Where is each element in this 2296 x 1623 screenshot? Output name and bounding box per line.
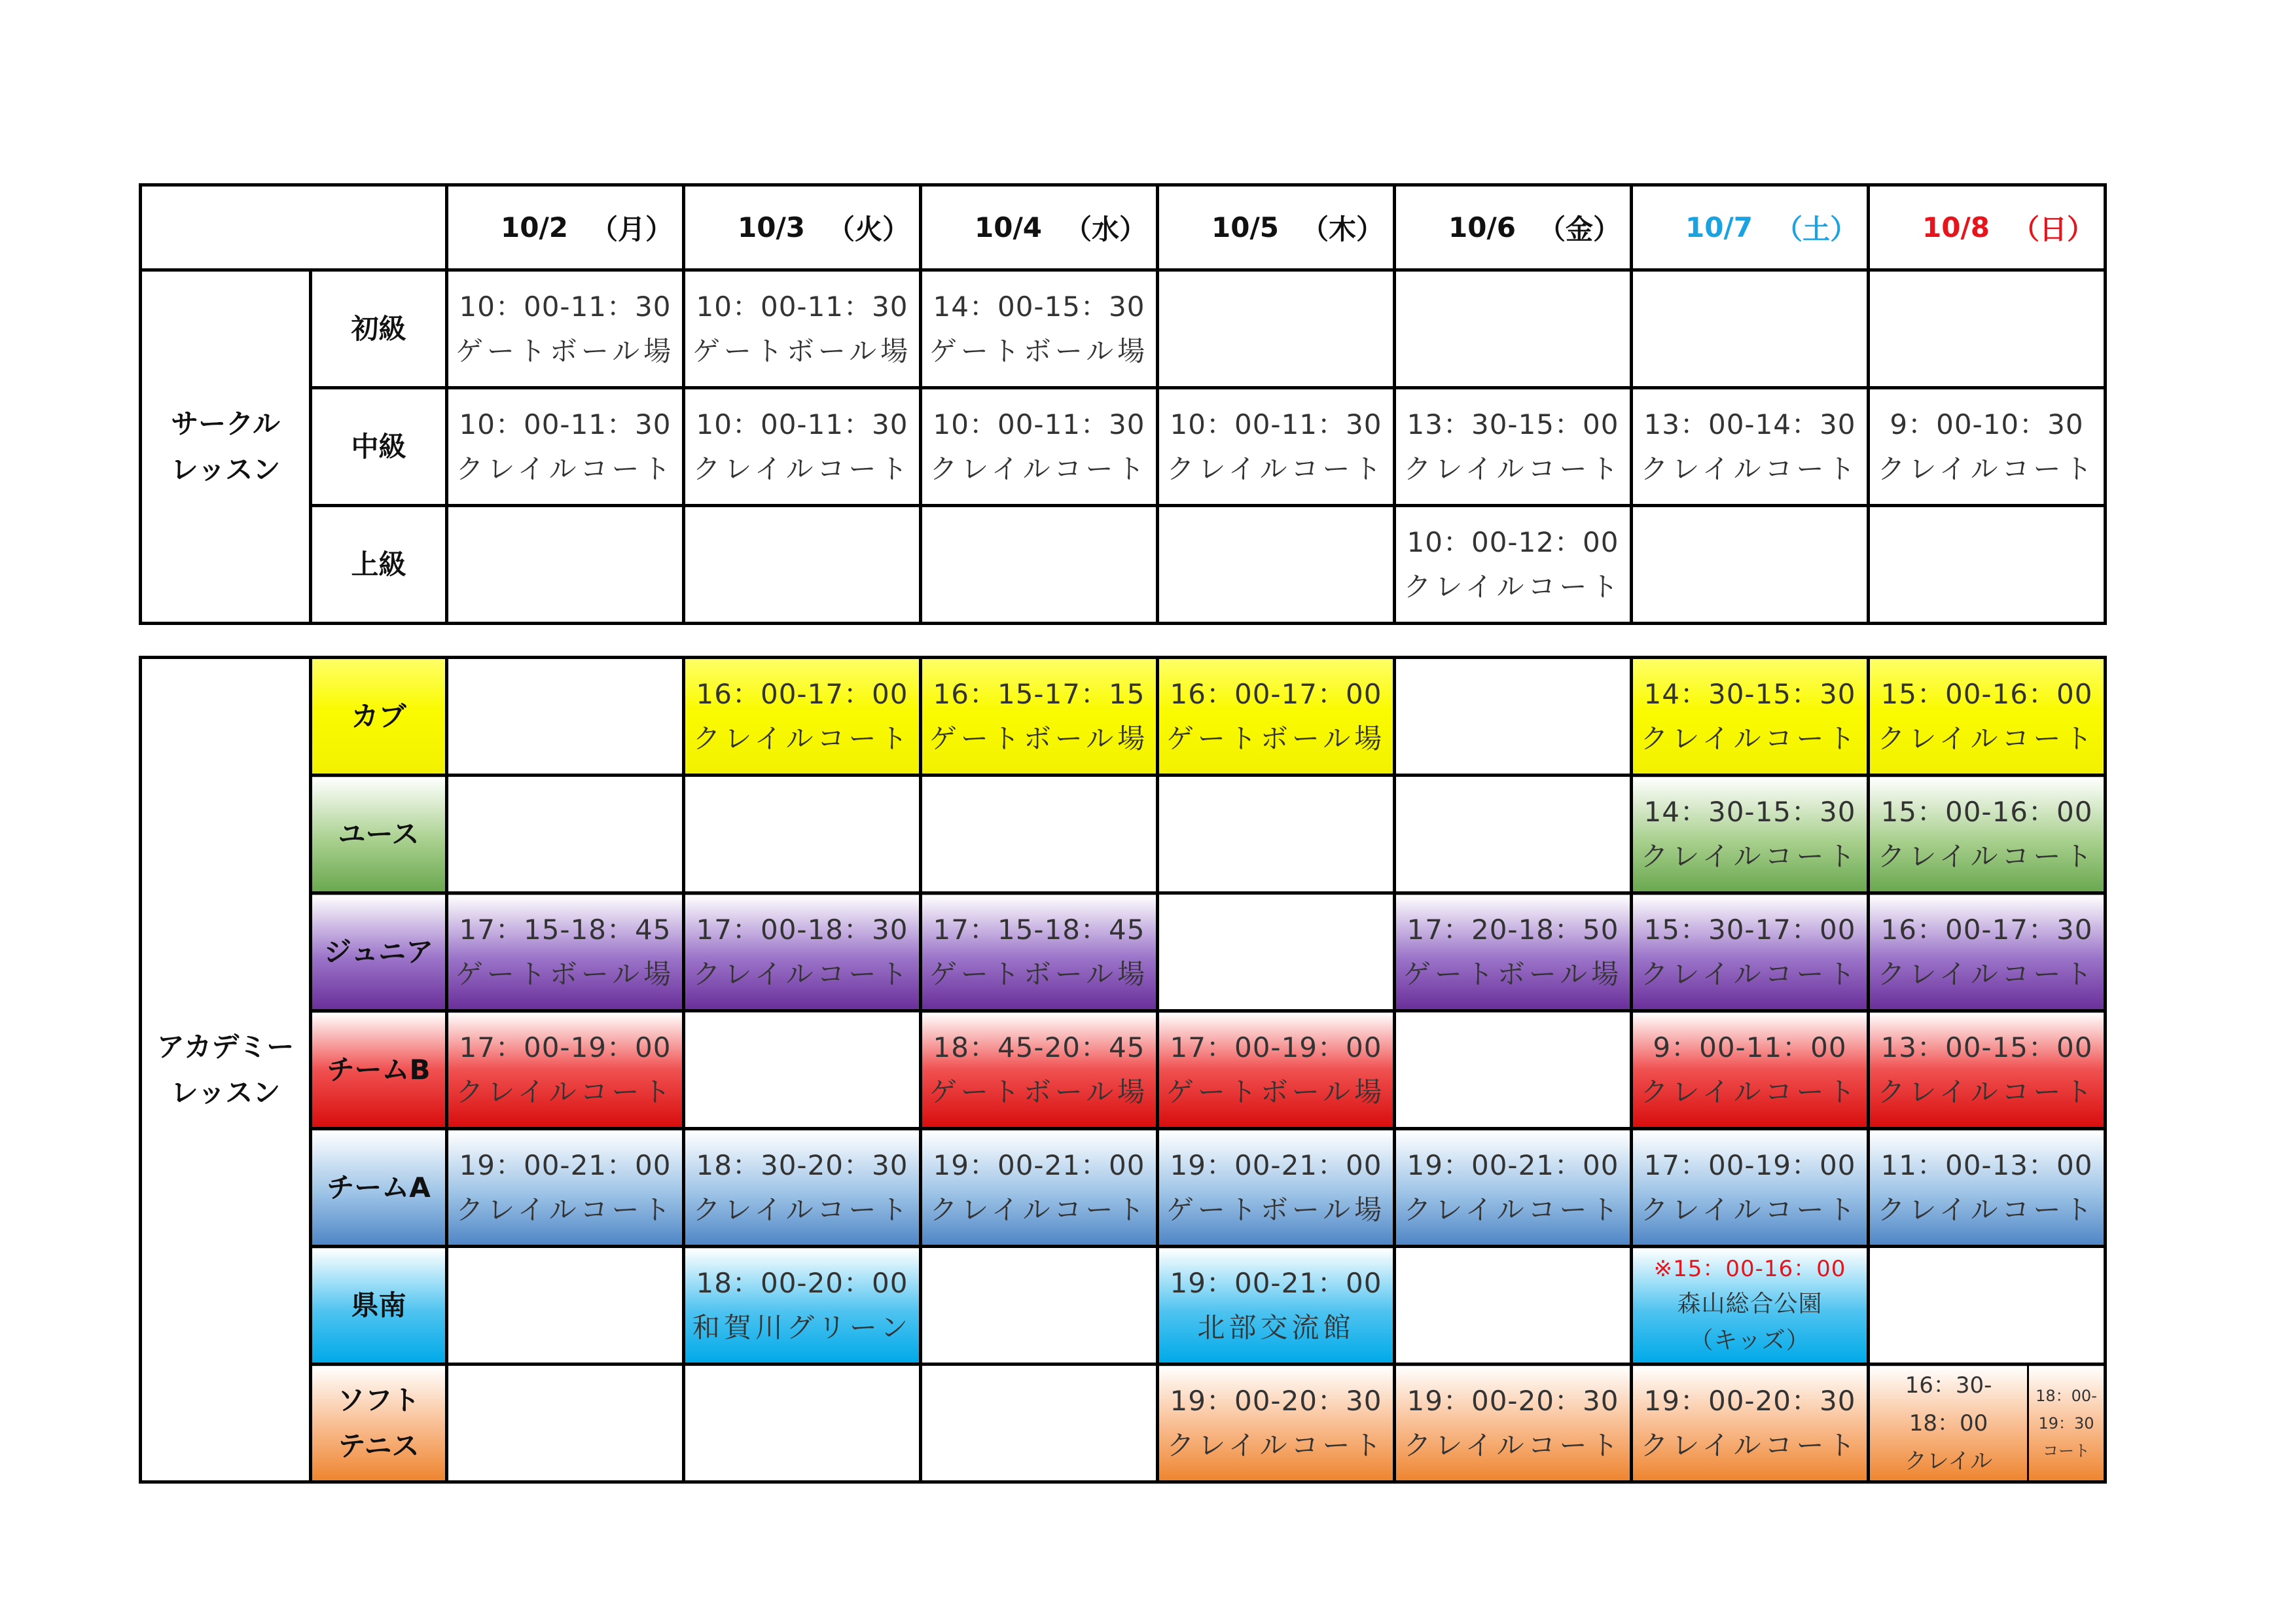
time-range: 19：00-20：30 <box>1643 1384 1856 1417</box>
schedule-cell-empty <box>1395 1247 1632 1364</box>
date-label: 10/3 <box>738 211 806 243</box>
schedule-cell <box>1632 776 1869 893</box>
class-cub: カブ <box>311 658 447 776</box>
class-soft-tennis <box>311 1364 447 1482</box>
time-range: 10：00-11：30 <box>459 408 672 440</box>
table-row <box>141 1011 2106 1129</box>
venue: ゲートボール場 <box>1166 1075 1386 1108</box>
schedule-cell-empty <box>1869 270 2106 388</box>
time-range: 13：00-14：30 <box>1643 408 1856 440</box>
schedule-cell <box>1395 388 1632 506</box>
group-label-line: サークル <box>171 407 280 440</box>
time-range: 19：00-20：30 <box>1407 1384 1619 1417</box>
weekday-label: （土） <box>1774 213 1857 245</box>
venue: クレイルコート <box>692 1193 912 1226</box>
academy-lesson-table <box>139 656 2107 1484</box>
schedule-cell-empty <box>1158 506 1395 624</box>
table-row <box>141 1247 2106 1364</box>
schedule-cell <box>1869 1129 2106 1247</box>
split-left <box>1870 1366 2027 1480</box>
venue: コート <box>2043 1441 2090 1460</box>
venue: クレイルコート <box>1640 722 1859 755</box>
venue: ゲートボール場 <box>929 334 1149 367</box>
venue: 北部交流館 <box>1197 1311 1355 1344</box>
time-range: 16：00-17：30 <box>1880 913 2093 946</box>
table-row <box>141 776 2106 893</box>
circle-lesson-group-label <box>141 270 311 624</box>
venue: クレイルコート <box>1877 722 2096 755</box>
schedule-cell <box>1632 1247 1869 1364</box>
class-youth: ユース <box>311 776 447 893</box>
venue: ゲートボール場 <box>1166 1193 1386 1226</box>
schedule-cell-empty <box>1869 506 2106 624</box>
schedule-cell <box>921 1011 1158 1129</box>
time-start: 18：00- <box>2036 1386 2097 1405</box>
date-label: 10/7 <box>1685 211 1753 243</box>
table-row <box>141 1129 2106 1247</box>
time-range: 10：00-12：00 <box>1407 526 1619 558</box>
schedule-cell-empty <box>1632 506 1869 624</box>
time-range: 15：00-16：00 <box>1880 795 2093 828</box>
class-label-line: テニス <box>338 1429 420 1462</box>
schedule-cell <box>684 1247 921 1364</box>
group-label-line: アカデミー <box>156 1030 295 1063</box>
schedule-cell-empty <box>447 506 684 624</box>
schedule-cell-empty <box>447 1364 684 1482</box>
schedule-cell-empty <box>1158 893 1395 1011</box>
time-range: 14：30-15：30 <box>1643 795 1856 828</box>
venue: クレイルコート <box>1877 840 2096 872</box>
time-range: 15：00-16：00 <box>1880 677 2093 710</box>
time-range: 13：00-15：00 <box>1880 1031 2093 1063</box>
schedule-cell <box>1158 1247 1395 1364</box>
time-range: 10：00-11：30 <box>696 408 908 440</box>
split-right <box>2027 1366 2104 1480</box>
table-row <box>141 388 2106 506</box>
schedule-cell <box>1158 658 1395 776</box>
venue: クレイルコート <box>1640 1075 1859 1108</box>
schedule-cell-empty <box>447 776 684 893</box>
schedule-cell <box>684 658 921 776</box>
schedule-cell-empty <box>1395 776 1632 893</box>
schedule-cell <box>1632 1364 1869 1482</box>
schedule-cell <box>447 388 684 506</box>
weekday-label: （日） <box>2011 213 2094 245</box>
time-end: 18：00 <box>1909 1410 1988 1436</box>
venue: ゲートボール場 <box>455 334 675 367</box>
time-range: 14：00-15：30 <box>933 290 1145 323</box>
venue: クレイルコート <box>1877 957 2096 990</box>
venue: クレイルコート <box>692 957 912 990</box>
class-label-line: ソフト <box>337 1383 420 1416</box>
venue: クレイルコート <box>456 1193 675 1226</box>
table-row <box>141 270 2106 388</box>
time-range: 17：00-18：30 <box>696 913 908 946</box>
schedule-cell <box>447 893 684 1011</box>
time-range: 10：00-11：30 <box>696 290 908 323</box>
schedule-cell <box>1869 1011 2106 1129</box>
venue: クレイルコート <box>1640 1429 1859 1461</box>
time-start: 16：30- <box>1905 1372 1992 1399</box>
time-range: 10：00-11：30 <box>1170 408 1382 440</box>
time-range: 9：00-11：00 <box>1653 1031 1847 1063</box>
header-corner <box>141 185 447 270</box>
time-range: 19：00-20：30 <box>1170 1384 1382 1417</box>
schedule-cell <box>1869 776 2106 893</box>
schedule-cell <box>1632 658 1869 776</box>
schedule-cell-empty <box>447 658 684 776</box>
time-range: 16：00-17：00 <box>1170 677 1382 710</box>
schedule-cell-empty <box>921 776 1158 893</box>
venue: クレイルコート <box>1640 1193 1859 1226</box>
schedule-cell <box>1158 1129 1395 1247</box>
time-range: 17：00-19：00 <box>1170 1031 1382 1063</box>
venue: ゲートボール場 <box>455 957 675 990</box>
split-cell <box>1870 1366 2104 1480</box>
level-intermediate: 中級 <box>311 388 447 506</box>
venue: クレイルコート <box>1877 452 2096 485</box>
date-header-row <box>141 185 2106 270</box>
venue-note: （キッズ） <box>1689 1327 1810 1354</box>
date-label: 10/4 <box>975 211 1043 243</box>
level-advanced: 上級 <box>311 506 447 624</box>
schedule-cell <box>1395 893 1632 1011</box>
schedule-cell <box>1158 388 1395 506</box>
schedule-cell-empty <box>1395 1011 1632 1129</box>
time-range: 19：00-21：00 <box>459 1149 672 1181</box>
venue: ゲートボール場 <box>1166 722 1386 755</box>
schedule-cell <box>1158 1011 1395 1129</box>
weekday-label: （火） <box>827 213 910 245</box>
schedule-cell-empty <box>1395 658 1632 776</box>
time-range: 18：00-20：00 <box>696 1266 908 1299</box>
class-junior: ジュニア <box>311 893 447 1011</box>
schedule-cell <box>684 1129 921 1247</box>
venue: クレイルコート <box>1166 452 1386 485</box>
time-range: 17：15-18：45 <box>459 913 672 946</box>
schedule-cell-empty <box>1158 270 1395 388</box>
schedule-cell-empty <box>1869 1247 2106 1364</box>
schedule-cell <box>1632 1129 1869 1247</box>
venue: クレイルコート <box>692 452 912 485</box>
time-range: 17：00-19：00 <box>459 1031 672 1063</box>
weekday-label: （月） <box>590 213 673 245</box>
schedule-cell-empty <box>1632 270 1869 388</box>
venue: クレイルコート <box>1640 452 1859 485</box>
schedule-cell-empty <box>684 1011 921 1129</box>
schedule-cell <box>921 1129 1158 1247</box>
schedule-cell <box>1632 1011 1869 1129</box>
venue: クレイルコート <box>1403 570 1623 603</box>
schedule-cell-empty <box>921 1247 1158 1364</box>
venue: クレイルコート <box>692 722 912 755</box>
venue: ゲートボール場 <box>692 334 912 367</box>
time-range: 18：45-20：45 <box>933 1031 1145 1063</box>
table-row <box>141 1364 2106 1482</box>
venue: クレイルコート <box>929 452 1149 485</box>
schedule-cell-empty <box>1395 270 1632 388</box>
schedule-cell-empty <box>921 506 1158 624</box>
schedule-cell <box>1395 1364 1632 1482</box>
schedule-cell-empty <box>684 1364 921 1482</box>
date-label: 10/5 <box>1211 211 1280 243</box>
time-range: 17：00-19：00 <box>1643 1149 1856 1181</box>
venue: クレイルコート <box>1403 1429 1623 1461</box>
schedule-cell <box>447 1011 684 1129</box>
schedule-cell-empty <box>921 1364 1158 1482</box>
venue: ゲートボール場 <box>929 1075 1149 1108</box>
class-team-b: チームB <box>311 1011 447 1129</box>
venue: 和賀川グリーン <box>692 1311 912 1344</box>
venue: クレイルコート <box>456 1075 675 1108</box>
venue: ゲートボール場 <box>1403 957 1623 990</box>
venue: ゲートボール場 <box>929 957 1149 990</box>
time-range: 14：30-15：30 <box>1643 677 1856 710</box>
time-range: 10：00-11：30 <box>933 408 1145 440</box>
schedule-cell <box>921 270 1158 388</box>
table-row <box>141 658 2106 776</box>
time-range: 9：00-10：30 <box>1890 408 2084 440</box>
schedule-cell <box>1395 1129 1632 1247</box>
time-range: 15：30-17：00 <box>1643 913 1856 946</box>
schedule-cell-empty <box>684 776 921 893</box>
academy-lesson-group-label <box>141 658 311 1482</box>
date-header-sun <box>1869 185 2106 270</box>
weekday-label: （金） <box>1537 213 1621 245</box>
venue: クレイルコート <box>1640 840 1859 872</box>
date-header-thu <box>1158 185 1395 270</box>
date-header-fri <box>1395 185 1632 270</box>
date-label: 10/2 <box>501 211 569 243</box>
schedule-cell <box>1869 658 2106 776</box>
time-range: 16：15-17：15 <box>933 677 1145 710</box>
venue: クレイルコート <box>929 1193 1149 1226</box>
schedule-cell <box>1395 506 1632 624</box>
schedule-cell <box>1632 388 1869 506</box>
schedule-cell <box>1869 388 2106 506</box>
group-label-line: レッスン <box>170 1076 281 1109</box>
time-range: 17：15-18：45 <box>933 913 1145 946</box>
weekday-label: （水） <box>1064 213 1147 245</box>
date-header-mon <box>447 185 684 270</box>
time-range: 10：00-11：30 <box>459 290 672 323</box>
schedule-cell <box>1632 893 1869 1011</box>
venue: クレイルコート <box>1877 1075 2096 1108</box>
schedule-cell-empty <box>684 506 921 624</box>
schedule-cell <box>447 270 684 388</box>
venue: クレイルコート <box>1877 1193 2096 1226</box>
venue: クレイルコート <box>1640 957 1859 990</box>
date-header-sat <box>1632 185 1869 270</box>
weekday-label: （木） <box>1300 213 1384 245</box>
time-range: 17：20-18：50 <box>1407 913 1619 946</box>
venue: クレイルコート <box>1403 1193 1623 1226</box>
venue: クレイルコート <box>1403 452 1623 485</box>
schedule-cell-empty <box>447 1247 684 1364</box>
note-time: ※15：00-16：00 <box>1653 1255 1846 1282</box>
schedule-cell <box>921 388 1158 506</box>
date-header-tue <box>684 185 921 270</box>
time-range: 16：00-17：00 <box>696 677 908 710</box>
schedule-cell <box>921 658 1158 776</box>
venue: ゲートボール場 <box>929 722 1149 755</box>
schedule-cell <box>684 270 921 388</box>
time-range: 13：30-15：00 <box>1407 408 1619 440</box>
group-label-line: レッスン <box>170 453 281 486</box>
time-range: 19：00-21：00 <box>1170 1266 1382 1299</box>
venue: クレイル <box>1904 1448 1993 1474</box>
class-kennan: 県南 <box>311 1247 447 1364</box>
schedule-cell <box>921 893 1158 1011</box>
schedule-cell <box>447 1129 684 1247</box>
schedule-cell <box>684 893 921 1011</box>
time-end: 19：30 <box>2038 1414 2094 1433</box>
time-range: 19：00-21：00 <box>1407 1149 1619 1181</box>
date-label: 10/6 <box>1448 211 1516 243</box>
schedule-cell <box>1869 893 2106 1011</box>
venue: 森山総合公園 <box>1677 1290 1823 1317</box>
time-range: 19：00-21：00 <box>933 1149 1145 1181</box>
class-team-a: チームA <box>311 1129 447 1247</box>
venue: クレイルコート <box>456 452 675 485</box>
schedule-cell-split <box>1869 1364 2106 1482</box>
time-range: 19：00-21：00 <box>1170 1149 1382 1181</box>
date-label: 10/8 <box>1922 211 1990 243</box>
level-beginner: 初級 <box>311 270 447 388</box>
table-row <box>141 893 2106 1011</box>
venue: クレイルコート <box>1166 1429 1386 1461</box>
schedule-cell <box>1158 1364 1395 1482</box>
schedule-cell <box>684 388 921 506</box>
schedule-cell-empty <box>1158 776 1395 893</box>
table-row <box>141 506 2106 624</box>
time-range: 18：30-20：30 <box>696 1149 908 1181</box>
time-range: 11：00-13：00 <box>1880 1149 2093 1181</box>
date-header-wed <box>921 185 1158 270</box>
circle-lesson-table <box>139 183 2107 625</box>
